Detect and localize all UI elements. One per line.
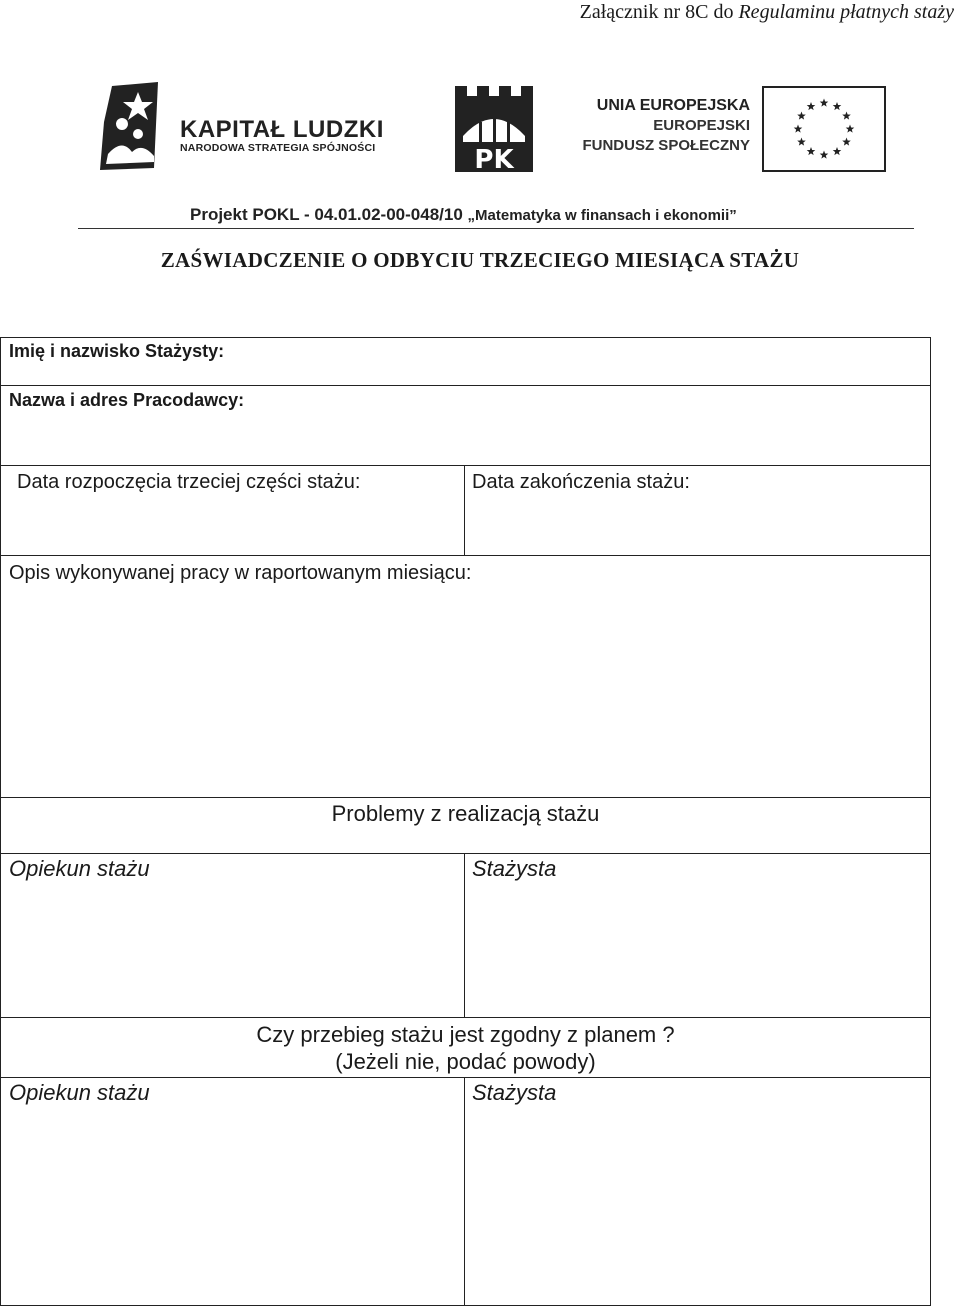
row-divider-6 (0, 1017, 931, 1018)
row-divider-1 (0, 385, 931, 386)
row-divider-4 (0, 797, 931, 798)
project-name: „Matematyka w finansach i ekonomii” (467, 207, 737, 224)
kapital-ludzki-logo (98, 82, 398, 174)
pk-logo (455, 86, 533, 172)
project-rule (78, 228, 914, 229)
plan-question-line1: Czy przebieg stażu jest zgodny z planem ? (256, 1022, 675, 1047)
work-description-label: Opis wykonywanej pracy w raportowanym miesiącu: (9, 562, 472, 584)
annex-regulation: Regulaminu płatnych staży (738, 1, 954, 23)
annex-prefix: Załącznik nr 8C do (579, 1, 739, 23)
intern-label-plan: Stażysta (472, 1080, 557, 1105)
kapital-ludzki-title: KAPITAŁ LUDZKI (180, 116, 384, 143)
politechnika-krakowska-emblem-icon (455, 86, 533, 172)
logo-row (0, 80, 960, 190)
eu-flag-icon (762, 86, 886, 172)
table-border-top (0, 337, 931, 338)
eu-flag (762, 86, 886, 172)
plan-question-line2: (Jeżeli nie, podać powody) (335, 1049, 596, 1074)
row-divider-3 (0, 555, 931, 556)
eu-text-block (560, 96, 750, 156)
problems-label: Problemy z realizacją stażu (331, 801, 600, 826)
intern-name-label: Imię i nazwisko Stażysty: (9, 341, 225, 361)
project-code: Projekt POKL - 04.01.02-00-048/10 (190, 205, 468, 224)
eu-line3: FUNDUSZ SPOŁECZNY (582, 137, 750, 154)
start-date-label: Data rozpoczęcia trzeciej części stażu: (17, 471, 361, 493)
supervisor-label-plan: Opiekun stażu (9, 1080, 150, 1105)
col-divider-dates (464, 465, 465, 555)
document-title: ZAŚWIADCZENIE O ODBYCIU TRZECIEGO MIESIĄCA STAŻU (160, 248, 800, 272)
row-divider-5 (0, 853, 931, 854)
row-divider-7 (0, 1077, 931, 1078)
eu-line1: UNIA EUROPEJSKA (596, 97, 750, 114)
plan-question (0, 1021, 931, 1075)
end-date-label: Data zakończenia stażu: (472, 471, 690, 493)
intern-label-problems: Stażysta (472, 856, 557, 881)
annex-note (580, 1, 954, 24)
pk-text: PK (474, 145, 514, 172)
kapital-ludzki-subtitle: NARODOWA STRATEGIA SPÓJNOŚCI (180, 142, 376, 154)
table-border-bottom (0, 1305, 931, 1306)
kapital-ludzki-emblem-icon (98, 82, 162, 174)
project-line (190, 205, 737, 225)
employer-label: Nazwa i adres Pracodawcy: (9, 390, 245, 410)
row-divider-2 (0, 465, 931, 466)
supervisor-label-problems: Opiekun stażu (9, 856, 150, 881)
col-divider-problems (464, 853, 465, 1017)
col-divider-plan (464, 1077, 465, 1305)
eu-line2: EUROPEJSKI (653, 117, 750, 134)
